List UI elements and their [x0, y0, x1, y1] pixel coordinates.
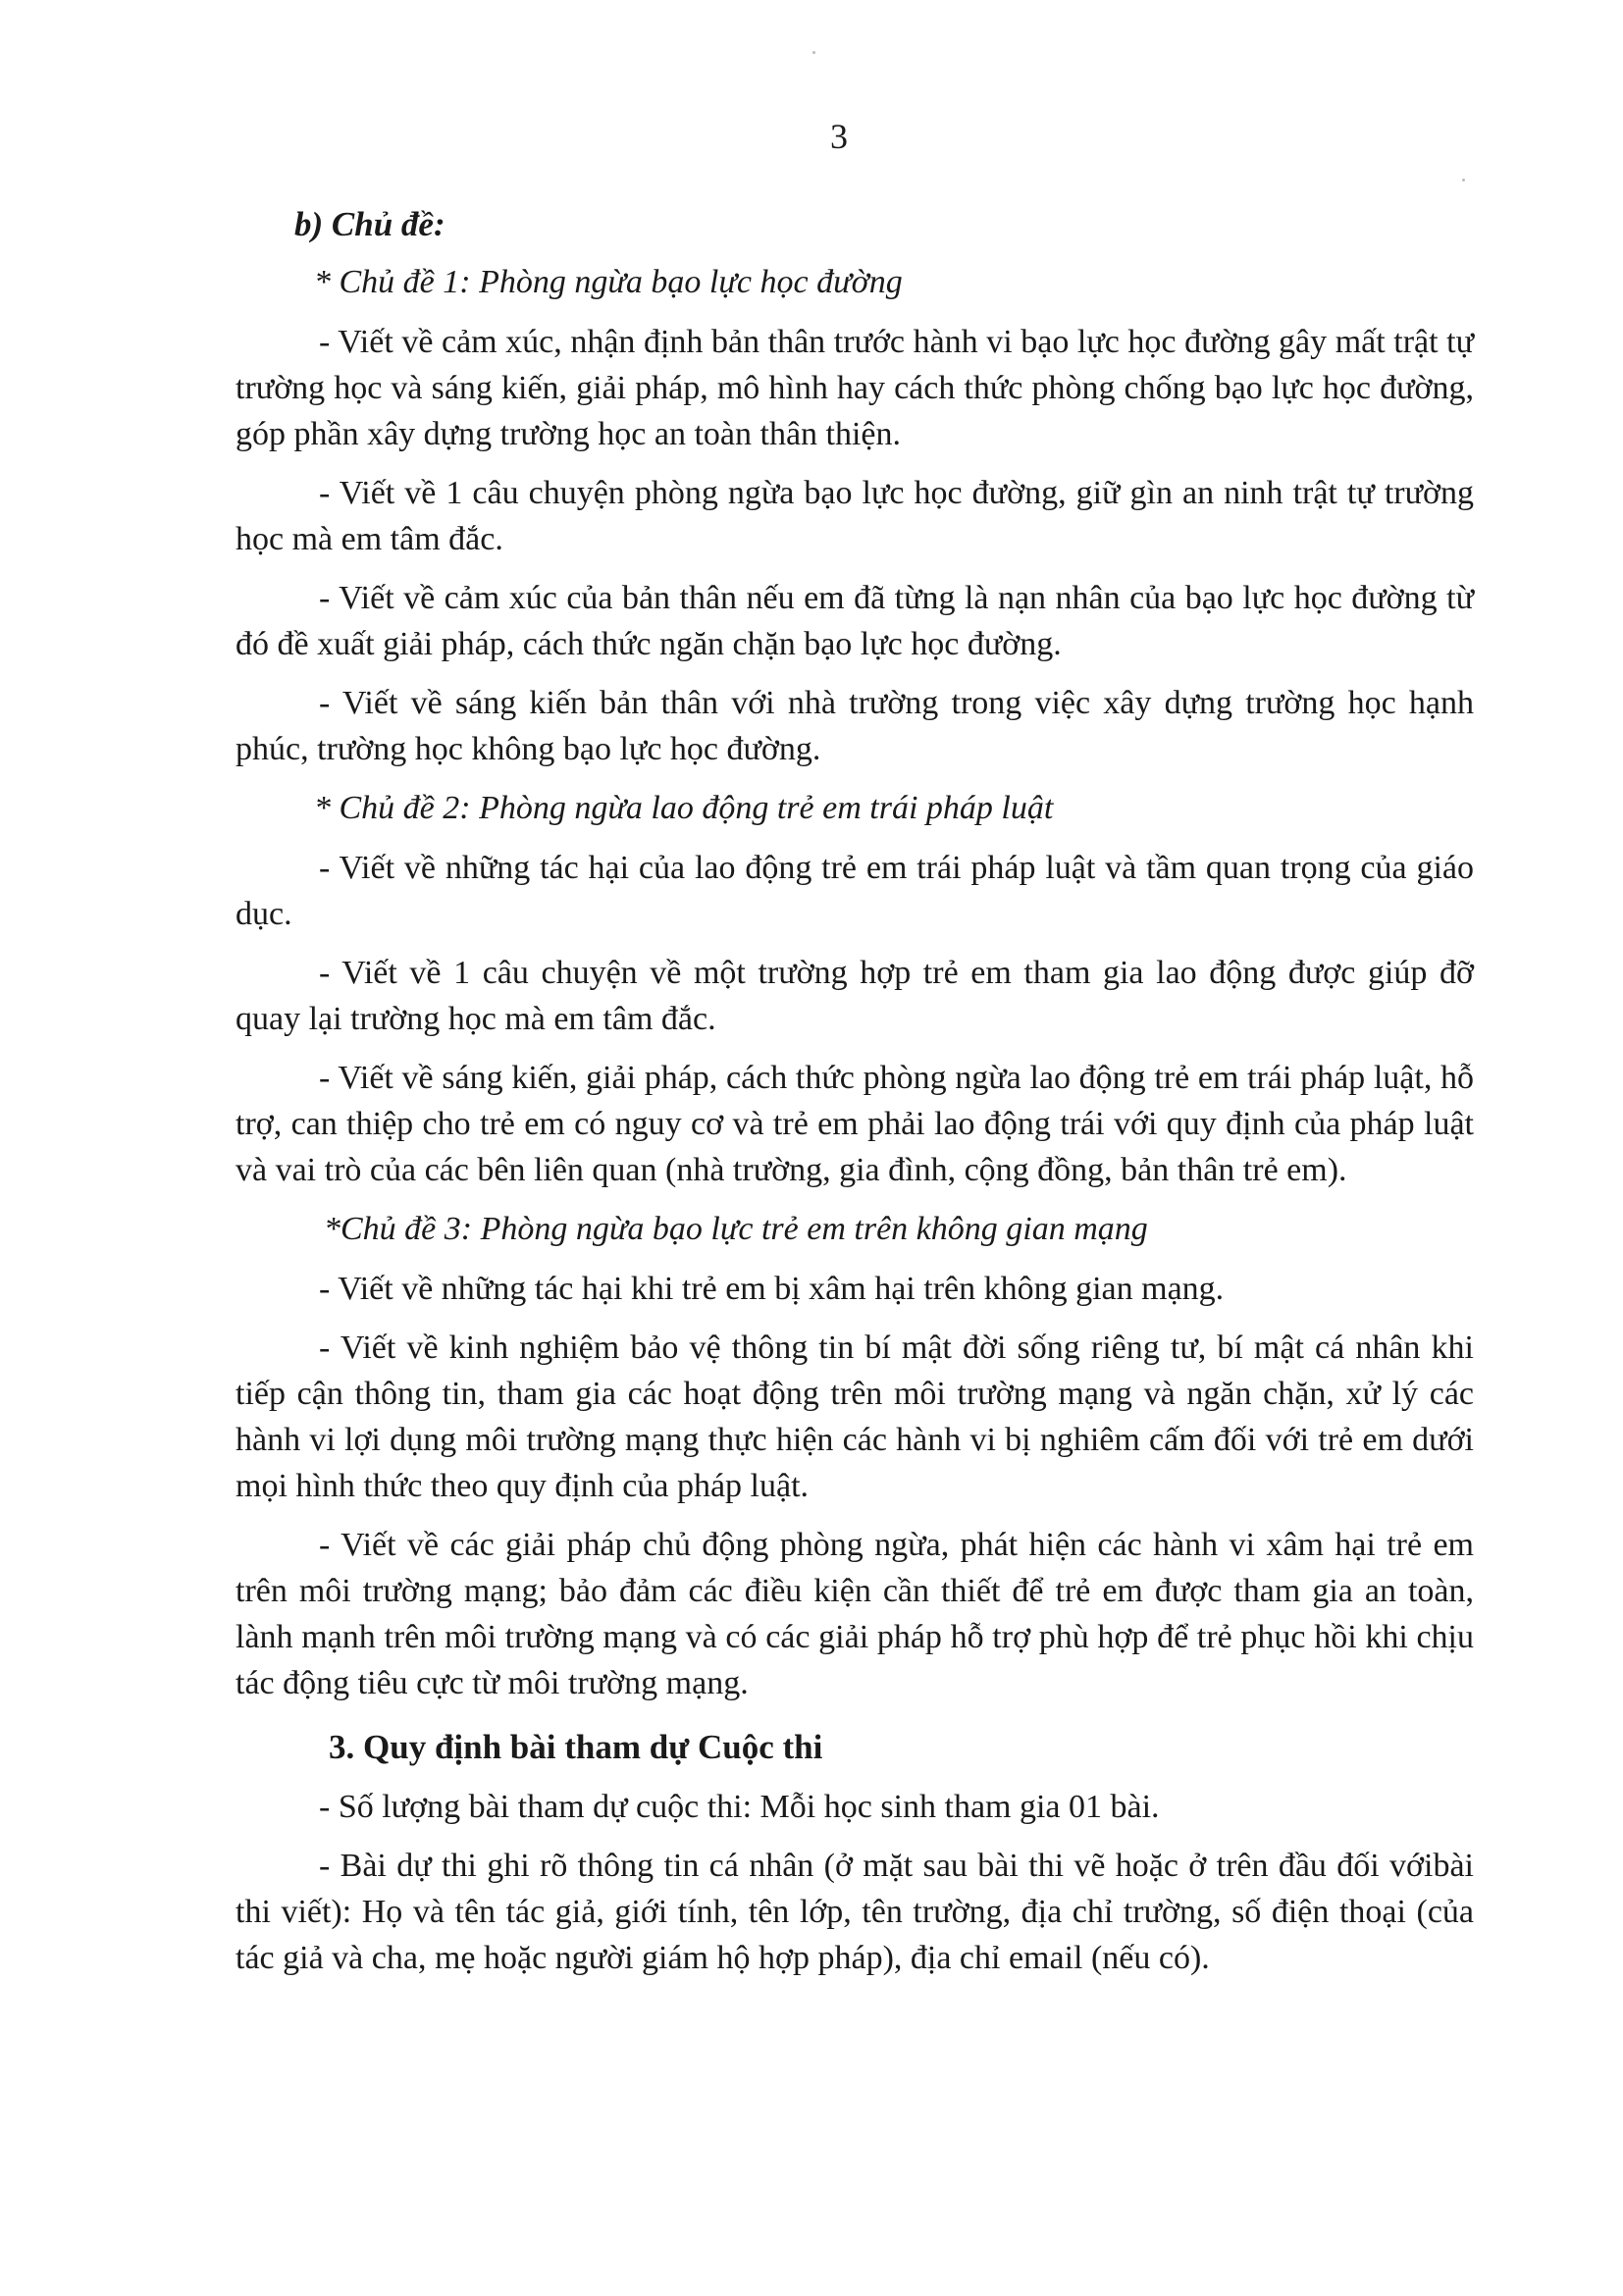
section-3-item: - Số lượng bài tham dự cuộc thi: Mỗi học sinh tham gia 01 bài. [319, 1789, 1160, 1825]
topic-1-item: - Viết về 1 câu chuyện phòng ngừa bạo lực học đường, giữ gìn an ninh trật tự trường học mà em tâm đắc. [236, 475, 1474, 557]
section-3 [236, 1724, 1474, 1981]
topic-2-title: * Chủ đề 2: Phòng ngừa lao động trẻ em trái pháp luật [314, 790, 1054, 826]
page-number: 3 [830, 117, 848, 156]
topic-1-item: - Viết về sáng kiến bản thân với nhà trường trong việc xây dựng trường học hạnh phúc, trường học không bạo lực học đường. [236, 685, 1474, 767]
scan-speck [1462, 179, 1465, 182]
topic-1-item: - Viết về cảm xúc, nhận định bản thân trước hành vi bạo lực học đường gây mất trật tự trường học và sáng kiến, giải pháp, mô hình hay cách thức phòng chống bạo lực học đường, góp phần xây dựng trường học an toàn thân thiện. [236, 324, 1474, 452]
section-3-item: - Bài dự thi ghi rõ thông tin cá nhân (ở mặt sau bài thi vẽ hoặc ở trên đầu đối vớibài thi viết): Họ và tên tác giả, giới tính, tên lớp, tên trường, địa chỉ trường, số điện thoại (của tác giả và cha, mẹ hoặc người giám hộ hợp pháp), địa chỉ email (nếu có). [236, 1848, 1474, 1976]
scan-speck [812, 51, 815, 54]
topic-2-item: - Viết về những tác hại của lao động trẻ em trái pháp luật và tầm quan trọng của giáo dục. [236, 850, 1474, 932]
topic-1-item: - Viết về cảm xúc của bản thân nếu em đã từng là nạn nhân của bạo lực học đường từ đó đề xuất giải pháp, cách thức ngăn chặn bạo lực học đường. [236, 580, 1474, 662]
topic-3-item: - Viết về các giải pháp chủ động phòng ngừa, phát hiện các hành vi xâm hại trẻ em trên môi trường mạng; bảo đảm các điều kiện cần thiết để trẻ em được tham gia an toàn, lành mạnh trên môi trường mạng và có các giải pháp hỗ trợ phù hợp để trẻ phục hồi khi chịu tác động tiêu cực từ môi trường mạng. [236, 1527, 1474, 1701]
document-body [236, 201, 1474, 1994]
topic-1 [236, 259, 1474, 772]
topic-2-item: - Viết về sáng kiến, giải pháp, cách thức phòng ngừa lao động trẻ em trái pháp luật, hỗ trợ, can thiệp cho trẻ em có nguy cơ và trẻ em phải lao động trái với quy định của pháp luật và vai trò của các bên liên quan (nhà trường, gia đình, cộng đồng, bản thân trẻ em). [236, 1060, 1474, 1188]
topic-3-item: - Viết về những tác hại khi trẻ em bị xâm hại trên không gian mạng. [319, 1271, 1225, 1307]
topic-3-title: *Chủ đề 3: Phòng ngừa bạo lực trẻ em trên không gian mạng [324, 1211, 1148, 1247]
topic-2-item: - Viết về 1 câu chuyện về một trường hợp trẻ em tham gia lao động được giúp đỡ quay lại trường học mà em tâm đắc. [236, 955, 1474, 1037]
topic-1-title: * Chủ đề 1: Phòng ngừa bạo lực học đường [314, 264, 903, 300]
topic-3 [236, 1206, 1474, 1706]
topic-2 [236, 785, 1474, 1193]
section-b-heading: b) Chủ đề: [294, 205, 445, 243]
topic-3-item: - Viết về kinh nghiệm bảo vệ thông tin bí mật đời sống riêng tư, bí mật cá nhân khi tiếp cận thông tin, tham gia các hoạt động trên môi trường mạng và ngăn chặn, xử lý các hành vi lợi dụng môi trường mạng thực hiện các hành vi bị nghiêm cấm đối với trẻ em dưới mọi hình thức theo quy định của pháp luật. [236, 1330, 1474, 1504]
section-3-title: 3. Quy định bài tham dự Cuộc thi [329, 1728, 823, 1766]
